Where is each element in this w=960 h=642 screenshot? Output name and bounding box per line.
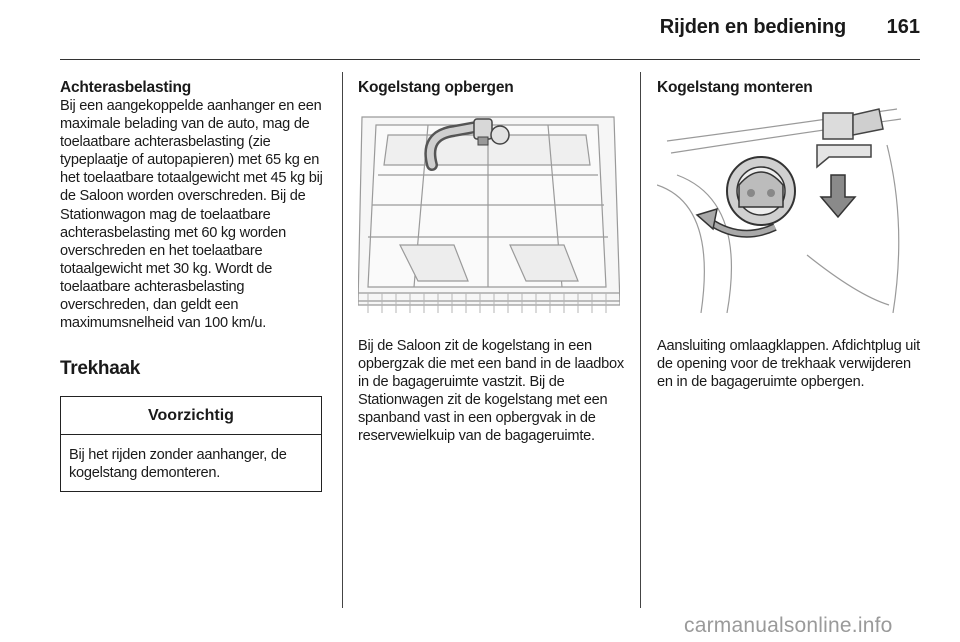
trunk-storage-illustration: [358, 105, 620, 313]
column-divider-1: [342, 72, 343, 608]
store-ball-bar-text: Bij de Saloon zit de kogelstang in een opbergzak die met een band in de laadbox in de bagageruimte vastzit. Bij de Stationwagen zit de kogelstang met een spanband vast in een opbergvak in de reservewielkuip van de bagageruimte.: [358, 338, 624, 445]
caution-box: [60, 396, 322, 492]
section-title-towbar: Trekhaak: [60, 358, 140, 380]
mount-ball-bar-text: Aansluiting omlaagklappen. Afdichtplug uit de opening voor de trekhaak verwijderen en in de bagageruimte opbergen.: [657, 338, 920, 391]
column-divider-2: [640, 72, 641, 608]
subhead-mount-ball-bar: Kogelstang monteren: [657, 79, 813, 96]
socket-mounting-illustration: [657, 105, 919, 313]
column-1: [60, 78, 326, 492]
column-2: [358, 78, 624, 446]
watermark: carmanualsonline.info: [684, 614, 893, 637]
page-number: 161: [886, 16, 920, 38]
trailer-socket-icon: [727, 157, 795, 225]
rear-axle-load-text: Bij een aangekoppelde aanhanger en een maximale belading van de auto, mag de toelaatbare achterasbelasting (zie typeplaatje of autopapieren) met 65 kg en het toelaatbare totaalgewicht met 45 kg bij de Saloon worden overschreden. Bij de Stationwagon mag de toelaatbare achterasbelasting met 60 kg worden overschreden en het toelaatbare totaalgewicht met 30 kg. Wordt de toelaatbare achterasbelasting overschreden, dan geldt een maximumsnelheid van 100 km/u.: [60, 98, 323, 332]
subhead-store-ball-bar: Kogelstang opbergen: [358, 79, 514, 96]
header-rule: [60, 59, 920, 60]
caution-text: Bij het rijden zonder aanhanger, de kogelstang demonteren.: [69, 447, 287, 482]
column-3: [657, 78, 923, 391]
subhead-rear-axle-load: Achterasbelasting: [60, 79, 191, 96]
caution-heading: Voorzichtig: [61, 397, 321, 435]
page-header-title: Rijden en bediening: [659, 16, 846, 38]
